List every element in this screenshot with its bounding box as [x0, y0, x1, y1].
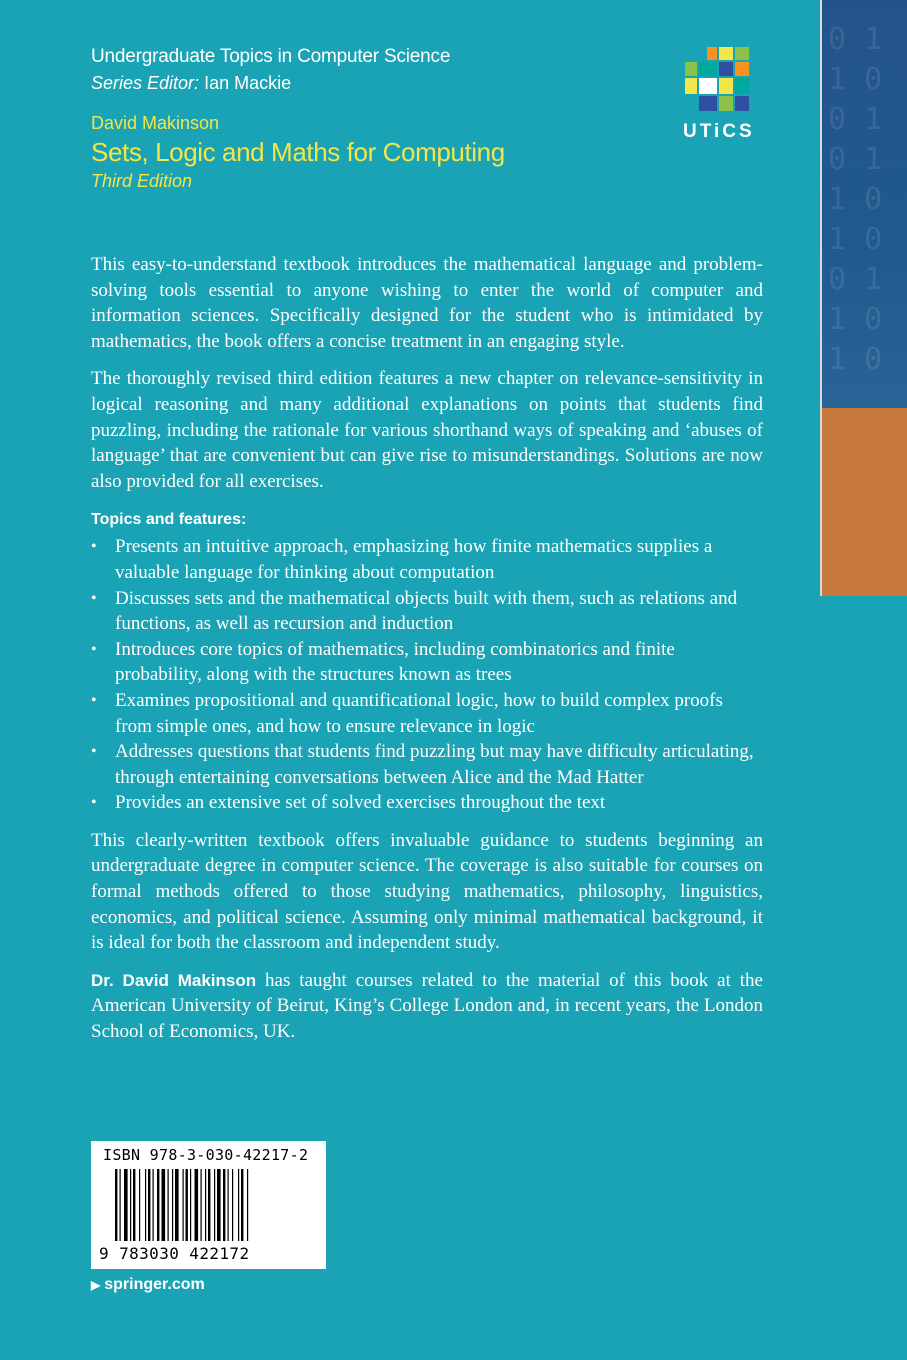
barcode-digits: 9 783030 422172: [99, 1244, 250, 1263]
isbn-number: ISBN 978-3-030-42217-2: [103, 1146, 309, 1164]
series-editor-name: Ian Mackie: [204, 73, 292, 93]
topics-heading: Topics and features:: [91, 511, 247, 529]
book-title: Sets, Logic and Maths for Computing: [91, 137, 505, 167]
isbn-barcode: [91, 1141, 326, 1269]
feature-item: • Addresses questions that students find puzzling but may have difficulty articulating, through entertaining conversations between Alice and the Mad Hatter: [91, 739, 763, 790]
audience-paragraph: This clearly-written textbook offers invaluable guidance to students beginning an undergraduate degree in computer science. The coverage is also suitable for courses on formal methods offered to those studying mathematics, philosophy, linguistics, economics, and political science. Assuming only minimal mathematical background, it is ideal for both the classroom and independent study.: [91, 829, 763, 954]
intro-paragraph: This easy-to-understand textbook introduces the mathematical language and problem-solving tools essential to anyone wishing to enter the world of computer and information sciences. Specifically designed for the student who is intimidated by mathematics, the book offers a concise treatment in an engaging style.: [91, 254, 763, 352]
series-editor-label: Series Editor:: [91, 73, 200, 93]
author-name: David Makinson: [91, 113, 220, 133]
spine-orange-panel: [822, 408, 907, 596]
series-editor: [91, 70, 651, 96]
series-title: Undergraduate Topics in Computer Science: [91, 46, 451, 67]
feature-item: • Discusses sets and the mathematical objects built with them, such as relations and functions, as well as recursion and induction: [91, 586, 763, 637]
bio-author-name: Dr. David Makinson: [91, 970, 257, 990]
triangle-arrow-icon: ▶: [91, 1278, 101, 1292]
spine-image-panel: [822, 0, 907, 408]
cover-header: [91, 44, 651, 192]
back-cover-content: [91, 252, 763, 1057]
feature-item: • Presents an intuitive approach, emphasizing how finite mathematics supplies a valuable language for thinking about computation: [91, 534, 763, 585]
edition-paragraph: The thoroughly revised third edition features a new chapter on relevance-sensitivity in logical reasoning and many additional explanations on points that students find puzzling, including the rationale for various shorthand ways of speaking and ‘abuses of language’ that are convenient but can give rise to misunderstandings. Solutions are now also provided for all exercises.: [91, 368, 763, 492]
springer-link-text: springer.com: [104, 1276, 205, 1293]
utics-logo-text: UTiCS: [683, 121, 755, 142]
feature-item: • Examines propositional and quantificational logic, how to build complex proofs from simple ones, and how to ensure relevance in logic: [91, 688, 763, 739]
binary-pattern: 0 1 1 0 0 1 0 1 1 0 1 0 0 1 1 0 1 0: [828, 22, 883, 377]
edition-label: Third Edition: [91, 171, 193, 191]
utics-logo: [683, 47, 753, 143]
features-list: [91, 534, 763, 816]
feature-item: • Introduces core topics of mathematics, including combinatorics and finite probability, along with the structures known as trees: [91, 637, 763, 688]
bio-text: has taught courses related to the material of this book at the American University of Beirut, King’s College London and, in recent years, the London School of Economics, UK.: [91, 969, 763, 1043]
utics-logo-grid: [683, 47, 751, 113]
author-bio: [91, 968, 763, 1045]
springer-link[interactable]: [91, 1276, 205, 1294]
feature-item: • Provides an extensive set of solved exercises throughout the text: [91, 790, 763, 816]
